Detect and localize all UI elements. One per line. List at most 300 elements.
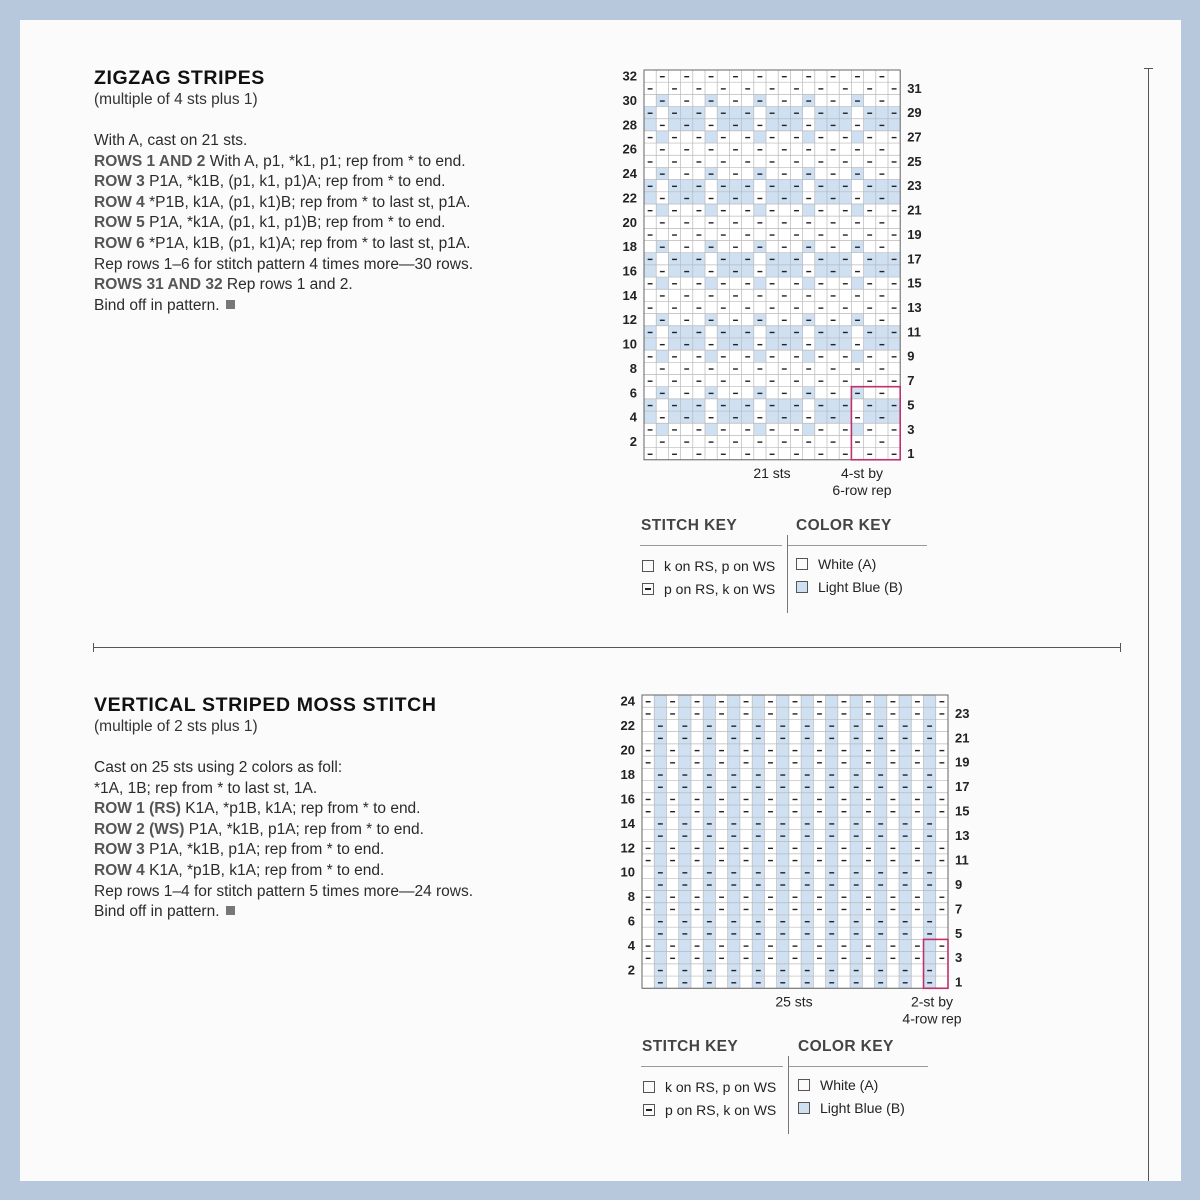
vertical-rule-cap [1144, 68, 1153, 69]
chart-cell-blue [876, 326, 888, 338]
color-key-blue-label: Light Blue (B) [820, 1100, 905, 1116]
row-number-left: 2 [627, 962, 635, 978]
row-number-right: 21 [907, 202, 922, 218]
chart-cell-blue [826, 756, 838, 768]
stitch-count-label: 21 sts [753, 464, 791, 481]
chart-cell-blue [693, 265, 705, 277]
instruction-line [94, 779, 473, 800]
chart-cell-blue [777, 903, 789, 915]
row-number-left: 30 [622, 92, 637, 108]
chart-cell-blue [815, 265, 827, 277]
chart-cell-blue [729, 399, 741, 411]
chart-cell-blue [703, 793, 715, 805]
stitch-key-title: STITCH KEY [641, 517, 738, 534]
chart-cell-blue [705, 277, 717, 289]
chart-cell-blue [899, 891, 911, 903]
stitch-key-purl [643, 1102, 776, 1118]
chart-cell-blue [801, 842, 813, 854]
chart-cell-blue [826, 903, 838, 915]
purl-symbol-icon [643, 1104, 655, 1116]
chart-cell-blue [803, 423, 815, 435]
instruction-line [94, 820, 473, 841]
chart-cell-blue [924, 744, 936, 756]
chart-cell-blue [924, 952, 936, 964]
chart-cell-blue [654, 939, 666, 951]
instruction-row-label: ROW 4 [94, 193, 145, 211]
chart-cell-blue [777, 707, 789, 719]
instruction-line [94, 213, 473, 234]
row-number-left: 4 [629, 409, 637, 425]
color-key-white [796, 556, 876, 572]
zigzag-chart-grid [612, 64, 942, 504]
chart-cell-blue [924, 805, 936, 817]
chart-cell-blue [801, 707, 813, 719]
instruction-row-label: ROW 3 [94, 173, 145, 191]
row-number-right: 15 [907, 275, 922, 291]
chart-cell-blue [681, 326, 693, 338]
chart-cell-blue [924, 842, 936, 854]
repeat-label-line-1: 4-st by [840, 464, 884, 481]
chart-cell-blue [752, 903, 764, 915]
chart-cell-blue [693, 119, 705, 131]
chart-cell-blue [888, 411, 900, 423]
chart-cell-blue [826, 695, 838, 707]
chart-cell-blue [668, 338, 680, 350]
chart-cell-blue [850, 805, 862, 817]
chart-cell-blue [742, 338, 754, 350]
row-number-left: 4 [627, 938, 635, 954]
chart-cell-blue [875, 707, 887, 719]
chart-cell-blue [679, 854, 691, 866]
chart-cell-blue [803, 204, 815, 216]
chart-cell-blue [656, 277, 668, 289]
stitch-key-purl-label: p on RS, k on WS [664, 581, 776, 597]
chart-cell-blue [827, 326, 839, 338]
chart-cell-blue [752, 939, 764, 951]
row-number-right: 13 [907, 300, 922, 316]
color-key-title: COLOR KEY [796, 517, 892, 534]
instruction-text: P1A, *k1B, p1A; rep from * to end. [184, 820, 424, 838]
color-key-blue [798, 1100, 905, 1116]
chart-cell-blue [875, 695, 887, 707]
chart-cell-blue [693, 411, 705, 423]
chart-cell-blue [876, 399, 888, 411]
instruction-row-label: ROW 4 [94, 861, 145, 879]
blue-swatch-icon [796, 581, 808, 593]
instruction-row-label: ROW 1 (RS) [94, 800, 181, 818]
chart-cell-blue [644, 338, 656, 350]
chart-cell-blue [766, 119, 778, 131]
chart-cell-blue [654, 756, 666, 768]
row-number-left: 12 [620, 840, 635, 856]
section-subtitle: (multiple of 4 sts plus 1) [94, 91, 258, 108]
chart-cell-blue [728, 793, 740, 805]
chart-cell-blue [801, 793, 813, 805]
row-number-right: 7 [955, 901, 963, 917]
key-divider [788, 1056, 789, 1134]
chart-cell-blue [703, 805, 715, 817]
stitch-key-purl [642, 581, 775, 597]
chart-cell-blue [728, 744, 740, 756]
chart-cell-blue [654, 952, 666, 964]
instruction-text: P1A, *k1B, p1A; rep from * to end. [144, 841, 385, 859]
row-number-right: 15 [955, 803, 970, 819]
chart-cell-blue [705, 423, 717, 435]
chart-cell-blue [803, 350, 815, 362]
row-number-left: 16 [620, 791, 635, 807]
chart-cell-blue [705, 204, 717, 216]
chart-cell-blue [899, 939, 911, 951]
row-number-left: 18 [622, 239, 637, 255]
chart-cell-blue [777, 891, 789, 903]
stitch-key-knit [643, 1079, 776, 1095]
chart-cell-blue [654, 744, 666, 756]
chart-cell-blue [679, 793, 691, 805]
chart-cell-blue [703, 744, 715, 756]
row-number-left: 10 [620, 864, 635, 880]
chart-cell-blue [851, 204, 863, 216]
row-number-left: 2 [629, 433, 637, 449]
row-number-right: 29 [907, 105, 922, 121]
row-number-left: 24 [620, 693, 635, 709]
row-number-right: 25 [907, 153, 922, 169]
row-number-left: 10 [622, 336, 637, 352]
chart-cell-blue [826, 891, 838, 903]
chart-cell-blue [875, 756, 887, 768]
row-number-left: 18 [620, 766, 635, 782]
knit-symbol-icon [642, 560, 654, 572]
instruction-text: *1A, 1B; rep from * to last st, 1A. [94, 779, 318, 797]
instruction-row-label: ROW 6 [94, 234, 145, 252]
chart-cell-blue [851, 350, 863, 362]
chart-cell-blue [717, 192, 729, 204]
chart-cell-blue [766, 265, 778, 277]
chart-cell-blue [801, 891, 813, 903]
row-number-left: 8 [629, 360, 637, 376]
instruction-text: Cast on 25 sts using 2 colors as foll: [94, 759, 343, 776]
chart-cell-blue [899, 842, 911, 854]
chart-cell-blue [703, 891, 715, 903]
chart-cell-blue [801, 939, 813, 951]
chart-cell-blue [654, 707, 666, 719]
chart-cell-blue [717, 119, 729, 131]
chart-cell-blue [839, 411, 851, 423]
chart-cell-blue [654, 891, 666, 903]
chart-cell-blue [654, 842, 666, 854]
row-number-right: 7 [907, 373, 915, 389]
row-number-right: 1 [907, 446, 915, 462]
instruction-text: *P1B, k1A, (p1, k1)B; rep from * to last st, p1A. [144, 193, 471, 211]
blue-swatch-icon [798, 1102, 810, 1114]
chart-cell-blue [888, 265, 900, 277]
row-number-right: 19 [955, 754, 970, 770]
row-number-left: 22 [622, 190, 637, 206]
stitch-key-knit-label: k on RS, p on WS [665, 1079, 777, 1095]
color-key-white-label: White (A) [820, 1077, 879, 1093]
row-number-left: 14 [620, 815, 635, 831]
row-number-right: 23 [907, 178, 922, 194]
chart-cell-blue [752, 842, 764, 854]
zigzag-keys [640, 517, 930, 617]
chart-cell-blue [656, 131, 668, 143]
chart-cell-blue [705, 350, 717, 362]
color-key-title: COLOR KEY [798, 1038, 894, 1055]
row-number-right: 1 [955, 974, 963, 990]
chart-cell-blue [728, 842, 740, 854]
chart-cell-blue [742, 192, 754, 204]
chart-cell-blue [654, 903, 666, 915]
instruction-text: With A, cast on 21 sts. [94, 132, 248, 149]
instruction-text: Bind off in pattern. [94, 903, 220, 921]
color-key-white-label: White (A) [818, 556, 877, 572]
chart-cell-blue [899, 854, 911, 866]
section-divider-cap-right [1120, 643, 1121, 652]
chart-cell-blue [875, 805, 887, 817]
row-number-right: 19 [907, 226, 922, 242]
section-divider-cap-left [93, 643, 94, 652]
row-number-right: 3 [955, 950, 963, 966]
stitch-key-rule [641, 1066, 783, 1067]
vertical-rule [1148, 68, 1149, 1181]
chart-cell-blue [644, 119, 656, 131]
chart-cell-blue [864, 265, 876, 277]
row-number-left: 22 [620, 718, 635, 734]
chart-cell-blue [778, 107, 790, 119]
instruction-line [94, 296, 473, 317]
chart-cell-blue [899, 744, 911, 756]
moss-stitch-instructions [94, 693, 473, 923]
chart-cell-blue [815, 119, 827, 131]
chart-cell-blue [668, 411, 680, 423]
chart-cell-blue [777, 744, 789, 756]
chart-cell-blue [703, 854, 715, 866]
chart-cell-blue [656, 204, 668, 216]
instruction-row-label: ROW 3 [94, 841, 145, 859]
chart-cell-blue [803, 277, 815, 289]
chart-cell-blue [654, 695, 666, 707]
chart-cell-blue [777, 842, 789, 854]
chart-cell-blue [850, 744, 862, 756]
chart-cell-blue [899, 903, 911, 915]
chart-cell-blue [850, 695, 862, 707]
chart-cell-blue [790, 265, 802, 277]
instruction-text: Rep rows 1–6 for stitch pattern 4 times more—30 rows. [94, 255, 474, 273]
chart-cell-blue [899, 707, 911, 719]
color-key-rule [789, 1066, 928, 1067]
chart-cell-blue [875, 939, 887, 951]
chart-cell-blue [888, 192, 900, 204]
instruction-text: Rep rows 1–4 for stitch pattern 5 times more—24 rows. [94, 882, 474, 900]
stitch-key-knit [642, 558, 775, 574]
chart-cell-blue [924, 939, 936, 951]
row-number-left: 24 [622, 166, 637, 182]
row-number-left: 32 [622, 68, 637, 84]
zigzag-stripes-instructions [94, 66, 473, 316]
chart-cell-blue [778, 253, 790, 265]
end-mark-icon [226, 906, 235, 915]
instruction-list [94, 131, 473, 316]
instruction-line [94, 152, 473, 173]
color-key-blue-label: Light Blue (B) [818, 579, 903, 595]
chart-cell-blue [875, 952, 887, 964]
instruction-line [94, 902, 473, 923]
chart-cell-blue [850, 891, 862, 903]
chart-cell-blue [801, 695, 813, 707]
row-number-left: 6 [629, 385, 637, 401]
chart-cell-blue [752, 756, 764, 768]
stitch-key-title: STITCH KEY [642, 1038, 739, 1055]
row-number-right: 3 [907, 421, 915, 437]
chart-cell-blue [827, 253, 839, 265]
chart-cell-blue [717, 338, 729, 350]
chart-cell-blue [679, 695, 691, 707]
chart-cell-blue [679, 805, 691, 817]
zigzag-chart [612, 64, 942, 504]
chart-cell-blue [728, 756, 740, 768]
chart-cell-blue [924, 695, 936, 707]
chart-cell-blue [729, 107, 741, 119]
chart-cell-blue [681, 253, 693, 265]
chart-cell-blue [924, 854, 936, 866]
chart-cell-blue [754, 277, 766, 289]
chart-cell-blue [654, 854, 666, 866]
chart-cell-blue [790, 192, 802, 204]
instruction-line [94, 840, 473, 861]
instruction-text: K1A, *p1B, k1A; rep from * to end. [144, 861, 385, 879]
stitch-key-knit-label: k on RS, p on WS [664, 558, 776, 574]
repeat-label-line-2: 6-row rep [832, 481, 892, 498]
chart-cell-blue [705, 131, 717, 143]
chart-cell-blue [778, 326, 790, 338]
chart-cell-blue [826, 854, 838, 866]
chart-cell-blue [728, 903, 740, 915]
chart-cell-blue [742, 411, 754, 423]
chart-cell-blue [801, 805, 813, 817]
chart-cell-blue [815, 411, 827, 423]
stitch-key-rule [640, 545, 782, 546]
chart-cell-blue [875, 891, 887, 903]
instruction-line [94, 131, 473, 152]
chart-cell-blue [850, 793, 862, 805]
stitch-count-label: 25 sts [775, 993, 813, 1010]
row-number-left: 26 [622, 141, 637, 157]
chart-cell-blue [875, 793, 887, 805]
instruction-line [94, 882, 473, 903]
chart-cell-blue [668, 119, 680, 131]
chart-cell-blue [754, 423, 766, 435]
key-divider [787, 535, 788, 613]
chart-cell-blue [875, 903, 887, 915]
chart-cell-blue [777, 793, 789, 805]
row-number-right: 13 [955, 828, 970, 844]
instruction-text: P1A, *k1B, (p1, k1, p1)A; rep from * to end. [144, 173, 446, 191]
row-number-right: 31 [907, 80, 922, 96]
chart-cell-blue [668, 265, 680, 277]
chart-cell-blue [729, 253, 741, 265]
chart-cell-blue [899, 695, 911, 707]
chart-cell-blue [826, 805, 838, 817]
chart-cell-blue [827, 180, 839, 192]
chart-cell-blue [644, 411, 656, 423]
chart-cell-blue [864, 119, 876, 131]
instruction-row-label: ROW 2 (WS) [94, 820, 185, 838]
chart-cell-blue [752, 952, 764, 964]
row-number-right: 5 [907, 397, 915, 413]
chart-cell-blue [899, 756, 911, 768]
chart-cell-blue [668, 192, 680, 204]
color-key-blue [796, 579, 903, 595]
chart-cell-blue [899, 805, 911, 817]
instruction-row-label: ROW 5 [94, 214, 145, 232]
chart-cell-blue [644, 265, 656, 277]
chart-cell-blue [703, 756, 715, 768]
chart-cell-blue [703, 952, 715, 964]
chart-cell-blue [679, 842, 691, 854]
row-number-left: 28 [622, 117, 637, 133]
chart-cell-blue [777, 952, 789, 964]
row-number-right: 17 [907, 251, 922, 267]
chart-cell-blue [827, 107, 839, 119]
chart-cell-blue [742, 265, 754, 277]
chart-cell-blue [754, 204, 766, 216]
instruction-line [94, 234, 473, 255]
color-key-rule [788, 545, 927, 546]
chart-cell-blue [777, 695, 789, 707]
chart-cell-blue [875, 744, 887, 756]
instruction-line [94, 255, 473, 276]
section-title: VERTICAL STRIPED MOSS STITCH [94, 694, 437, 716]
chart-cell-blue [801, 952, 813, 964]
chart-cell-blue [839, 119, 851, 131]
white-swatch-icon [796, 558, 808, 570]
chart-cell-blue [850, 707, 862, 719]
chart-cell-blue [924, 756, 936, 768]
row-number-right: 11 [955, 852, 969, 868]
chart-cell-blue [766, 411, 778, 423]
chart-cell-blue [703, 707, 715, 719]
chart-cell-blue [924, 793, 936, 805]
chart-cell-blue [864, 338, 876, 350]
white-swatch-icon [798, 1079, 810, 1091]
chart-cell-blue [790, 119, 802, 131]
chart-cell-blue [899, 952, 911, 964]
chart-cell-blue [752, 744, 764, 756]
chart-cell-blue [679, 707, 691, 719]
chart-cell-blue [679, 756, 691, 768]
chart-cell-blue [679, 891, 691, 903]
chart-cell-blue [826, 707, 838, 719]
instruction-line [94, 172, 473, 193]
chart-cell-blue [803, 131, 815, 143]
chart-cell-blue [693, 192, 705, 204]
chart-cell-blue [851, 423, 863, 435]
chart-cell-blue [778, 399, 790, 411]
chart-cell-blue [850, 756, 862, 768]
chart-cell-blue [850, 939, 862, 951]
chart-cell-blue [777, 805, 789, 817]
chart-cell-blue [826, 952, 838, 964]
row-number-right: 21 [955, 730, 970, 746]
chart-cell-blue [826, 744, 838, 756]
chart-cell-blue [752, 805, 764, 817]
chart-cell-blue [729, 180, 741, 192]
moss-chart-grid [612, 690, 982, 1030]
row-number-right: 17 [955, 779, 970, 795]
chart-cell-blue [766, 338, 778, 350]
chart-cell-blue [839, 192, 851, 204]
row-number-right: 9 [907, 348, 915, 364]
instruction-row-label: ROWS 31 AND 32 [94, 276, 223, 294]
